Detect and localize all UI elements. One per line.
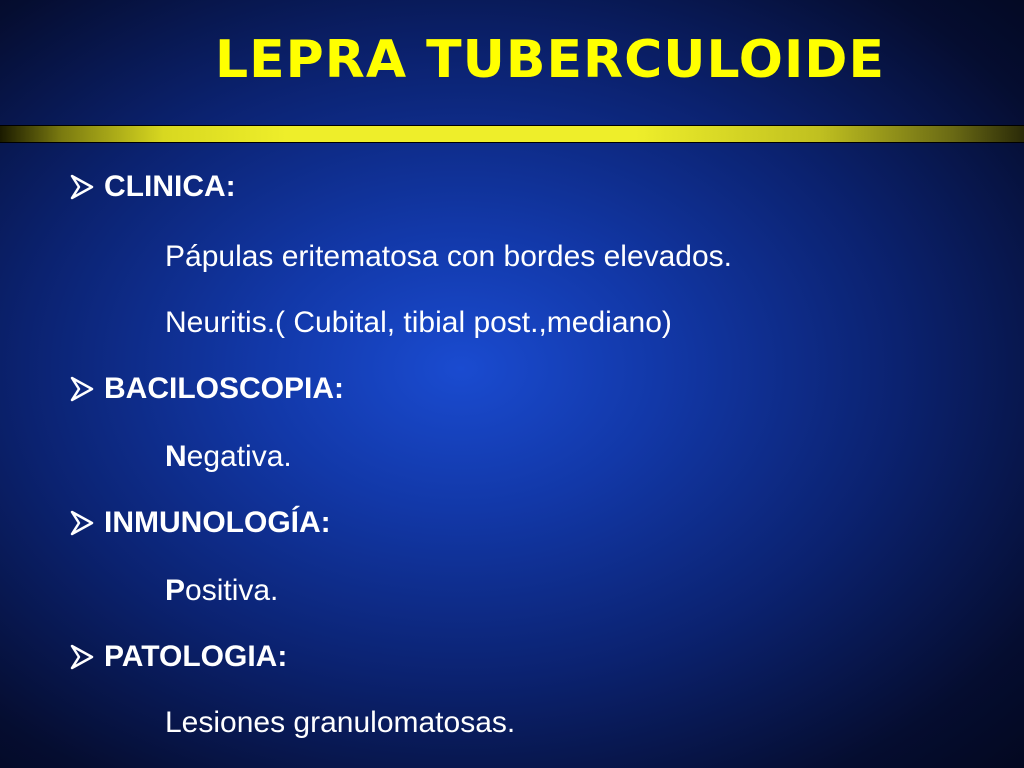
baciloscopia-item-result — [165, 440, 292, 474]
section-heading-label: PATOLOGIA: — [104, 640, 288, 673]
section-heading-label: BACILOSCOPIA: — [104, 372, 344, 405]
result-rest: egativa. — [186, 440, 292, 473]
arrowhead-bullet-icon — [70, 644, 96, 670]
section-heading-label: CLINICA: — [104, 170, 236, 203]
arrowhead-bullet-icon — [70, 376, 96, 402]
section-inmunologia-heading — [70, 506, 331, 540]
slide-title: LEPRA TUBERCULOIDE — [215, 30, 885, 90]
arrowhead-bullet-icon — [70, 174, 96, 200]
clinica-item-papulas: Pápulas eritematosa con bordes elevados. — [165, 240, 733, 273]
section-clinica-heading — [70, 170, 236, 204]
section-patologia-heading — [70, 640, 287, 674]
arrowhead-bullet-icon — [70, 510, 96, 536]
section-baciloscopia-heading — [70, 372, 344, 406]
patologia-item-lesiones: Lesiones granulomatosas. — [165, 706, 516, 739]
section-heading-label: INMUNOLOGÍA: — [104, 506, 331, 539]
result-lead-letter: P — [165, 574, 186, 607]
inmunologia-item-result — [165, 574, 278, 608]
clinica-item-neuritis: Neuritis.( Cubital, tibial post.,mediano) — [165, 306, 672, 339]
result-lead-letter: N — [165, 440, 187, 473]
result-rest: ositiva. — [185, 574, 279, 607]
